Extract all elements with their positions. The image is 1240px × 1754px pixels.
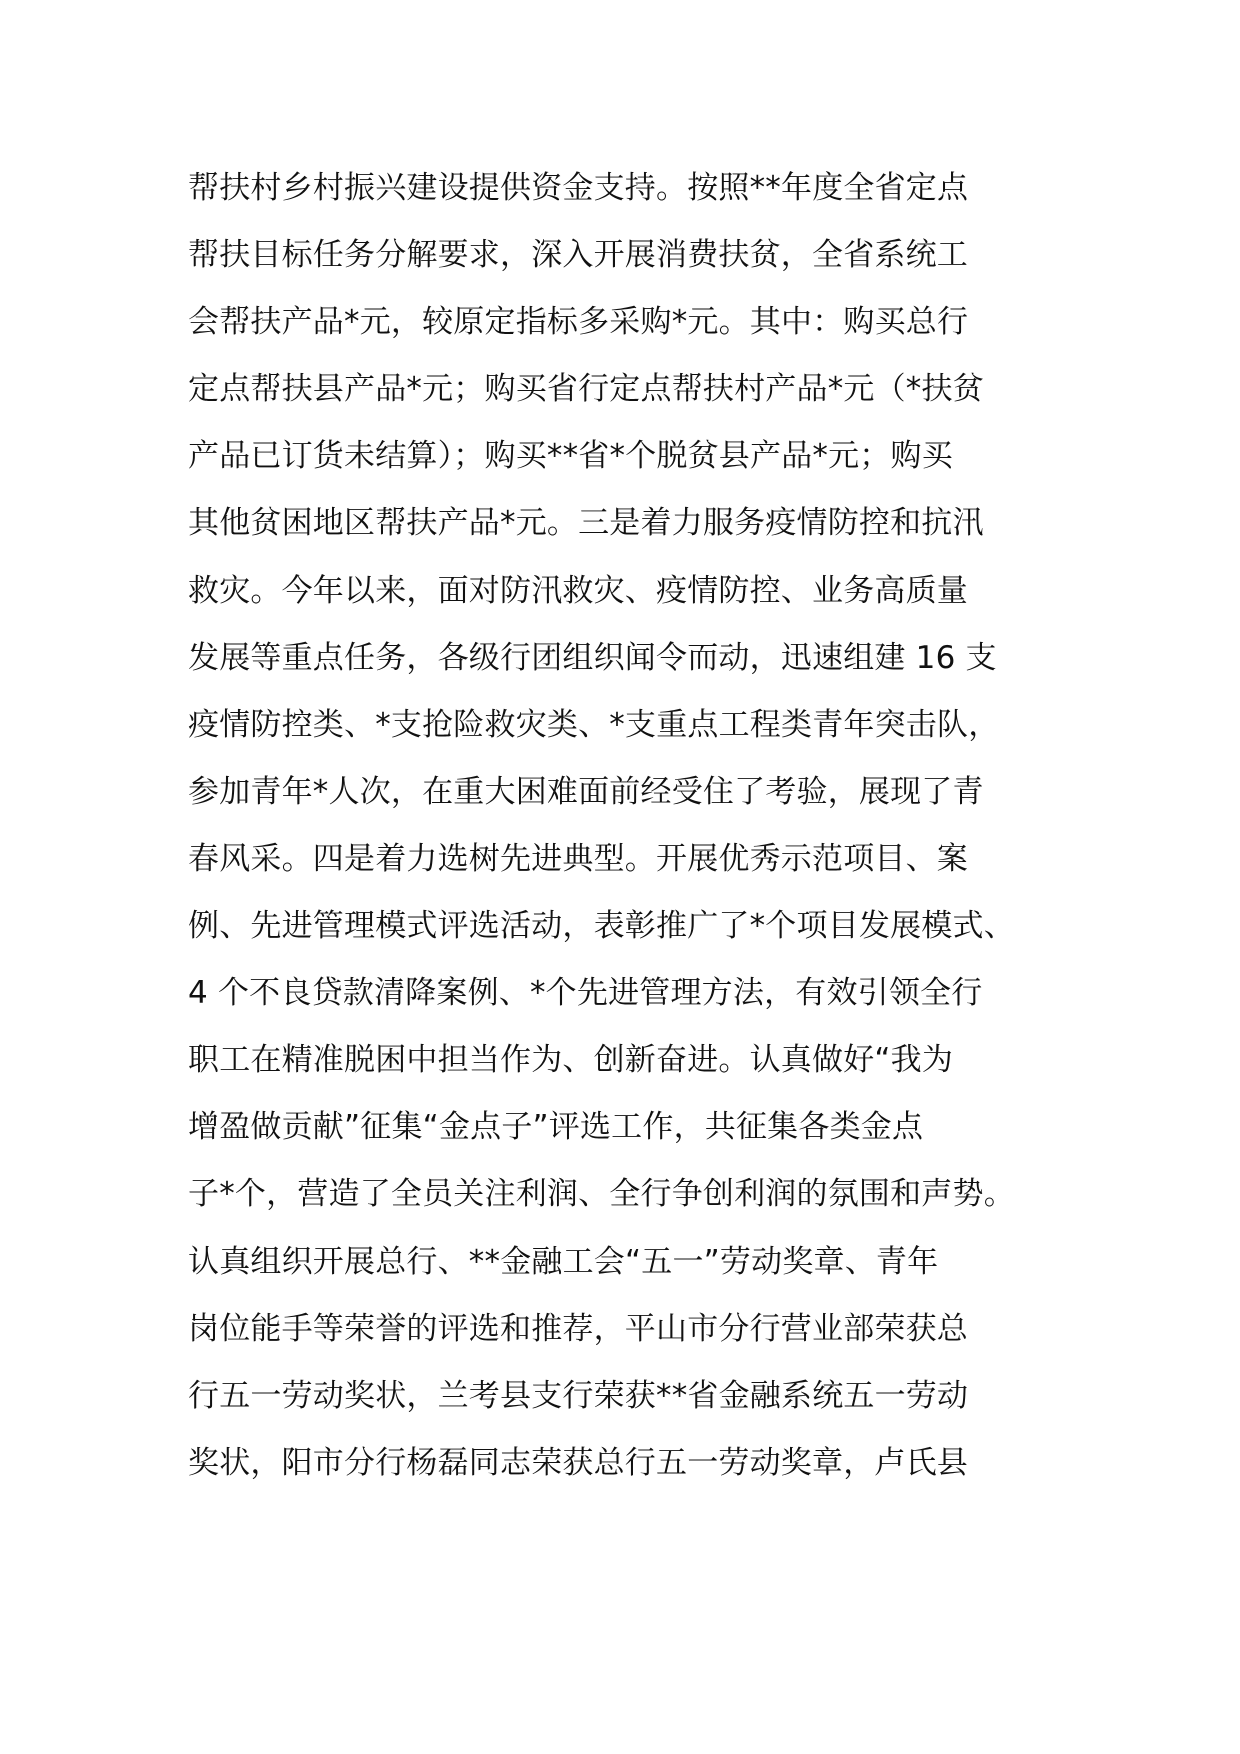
text-line: 其他贫困地区帮扶产品*元。三是着力服务疫情防控和抗汛 bbox=[188, 505, 984, 542]
text-line: 子*个，营造了全员关注利润、全行争创利润的氛围和声势。 bbox=[188, 1176, 1015, 1213]
text-line: 定点帮扶县产品*元；购买省行定点帮扶村产品*元（*扶贫 bbox=[188, 371, 984, 408]
text-line: 春风采。四是着力选树先进典型。开展优秀示范项目、案 bbox=[188, 840, 968, 877]
text-line: 发展等重点任务，各级行团组织闻令而动，迅速组建 16 支 bbox=[188, 639, 997, 676]
text-line: 救灾。今年以来，面对防汛救灾、疫情防控、业务高质量 bbox=[188, 572, 968, 609]
text-line: 产品已订货未结算）；购买**省*个脱贫县产品*元；购买 bbox=[188, 438, 953, 475]
text-line: 岗位能手等荣誉的评选和推荐，平山市分行营业部荣获总 bbox=[188, 1310, 968, 1347]
text-line: 帮扶目标任务分解要求，深入开展消费扶贫，全省系统工 bbox=[188, 237, 968, 274]
text-line: 4 个不良贷款清降案例、*个先进管理方法，有效引领全行 bbox=[188, 975, 983, 1012]
text-line: 帮扶村乡村振兴建设提供资金支持。按照**年度全省定点 bbox=[188, 170, 969, 206]
text-line: 奖状，阳市分行杨磊同志荣获总行五一劳动奖章，卢氏县 bbox=[188, 1444, 968, 1481]
text-line: 会帮扶产品*元，较原定指标多采购*元。其中：购买总行 bbox=[188, 304, 969, 341]
text-line: 认真组织开展总行、**金融工会“五一”劳动奖章、青年 bbox=[188, 1243, 939, 1280]
body-paragraph bbox=[188, 155, 1068, 1497]
text-line: 例、先进管理模式评选活动，表彰推广了*个项目发展模式、 bbox=[188, 908, 1015, 945]
text-line: 行五一劳动奖状，兰考县支行荣获**省金融系统五一劳动 bbox=[188, 1377, 969, 1414]
text-line: 疫情防控类、*支抢险救灾类、*支重点工程类青年突击队， bbox=[188, 706, 1000, 743]
text-line: 增盈做贡献”征集“金点子”评选工作，共征集各类金点 bbox=[188, 1109, 924, 1146]
text-line: 参加青年*人次，在重大困难面前经受住了考验，展现了青 bbox=[188, 773, 984, 810]
text-line: 职工在精准脱困中担当作为、创新奋进。认真做好“我为 bbox=[188, 1042, 954, 1079]
